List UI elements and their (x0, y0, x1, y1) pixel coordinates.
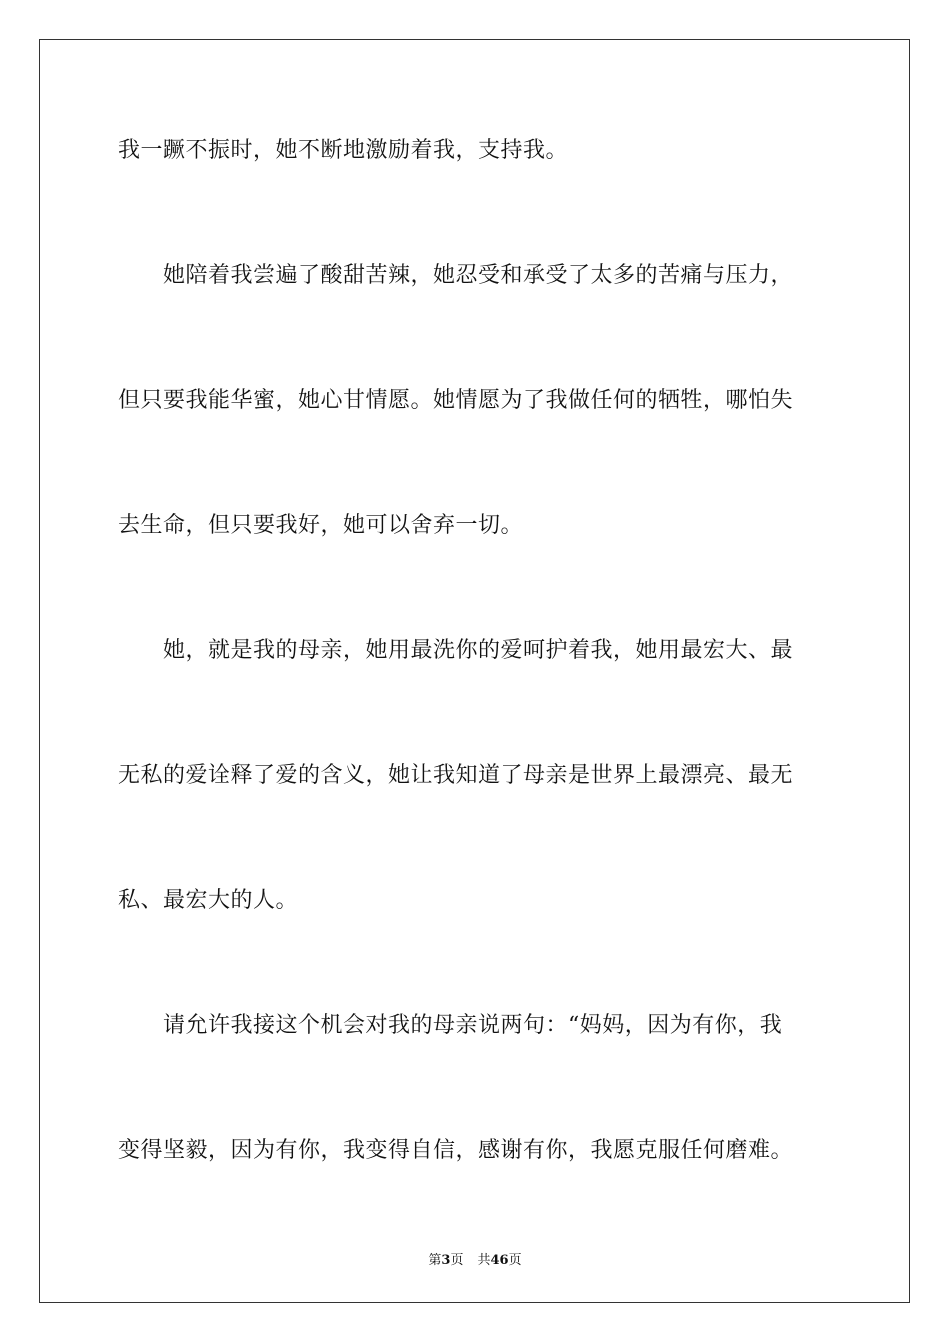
text-line: 无私的爱诠释了爱的含义，她让我知道了母亲是世界上最漂亮、最无 (118, 763, 794, 788)
total-pages: 46 (490, 1253, 509, 1268)
total-prefix: 共 (477, 1253, 491, 1268)
text-line: 私、最宏大的人。 (118, 888, 299, 913)
total-suffix: 页 (508, 1253, 522, 1268)
page-prefix: 第 (428, 1253, 442, 1268)
text-line: 去生命，但只要我好，她可以舍弃一切。 (118, 513, 524, 538)
text-line: 请允许我接这个机会对我的母亲说两句：“妈妈，因为有你，我 (118, 1013, 783, 1038)
page-footer (0, 1249, 950, 1268)
text-line: 我一蹶不振时，她不断地激励着我，支持我。 (118, 138, 569, 163)
text-line: 她陪着我尝遍了酸甜苦辣，她忍受和承受了太多的苦痛与压力， (118, 263, 794, 288)
text-line: 她，就是我的母亲，她用最洗你的爱呵护着我，她用最宏大、最 (118, 638, 794, 663)
page-frame (39, 39, 910, 1303)
text-line: 变得坚毅，因为有你，我变得自信，感谢有你，我愿克服任何磨难。 (118, 1138, 794, 1163)
page-number: 3 (441, 1253, 451, 1268)
page-suffix: 页 (450, 1253, 464, 1268)
text-line: 但只要我能华蜜，她心甘情愿。她情愿为了我做任何的牺牲，哪怕失 (118, 388, 794, 413)
